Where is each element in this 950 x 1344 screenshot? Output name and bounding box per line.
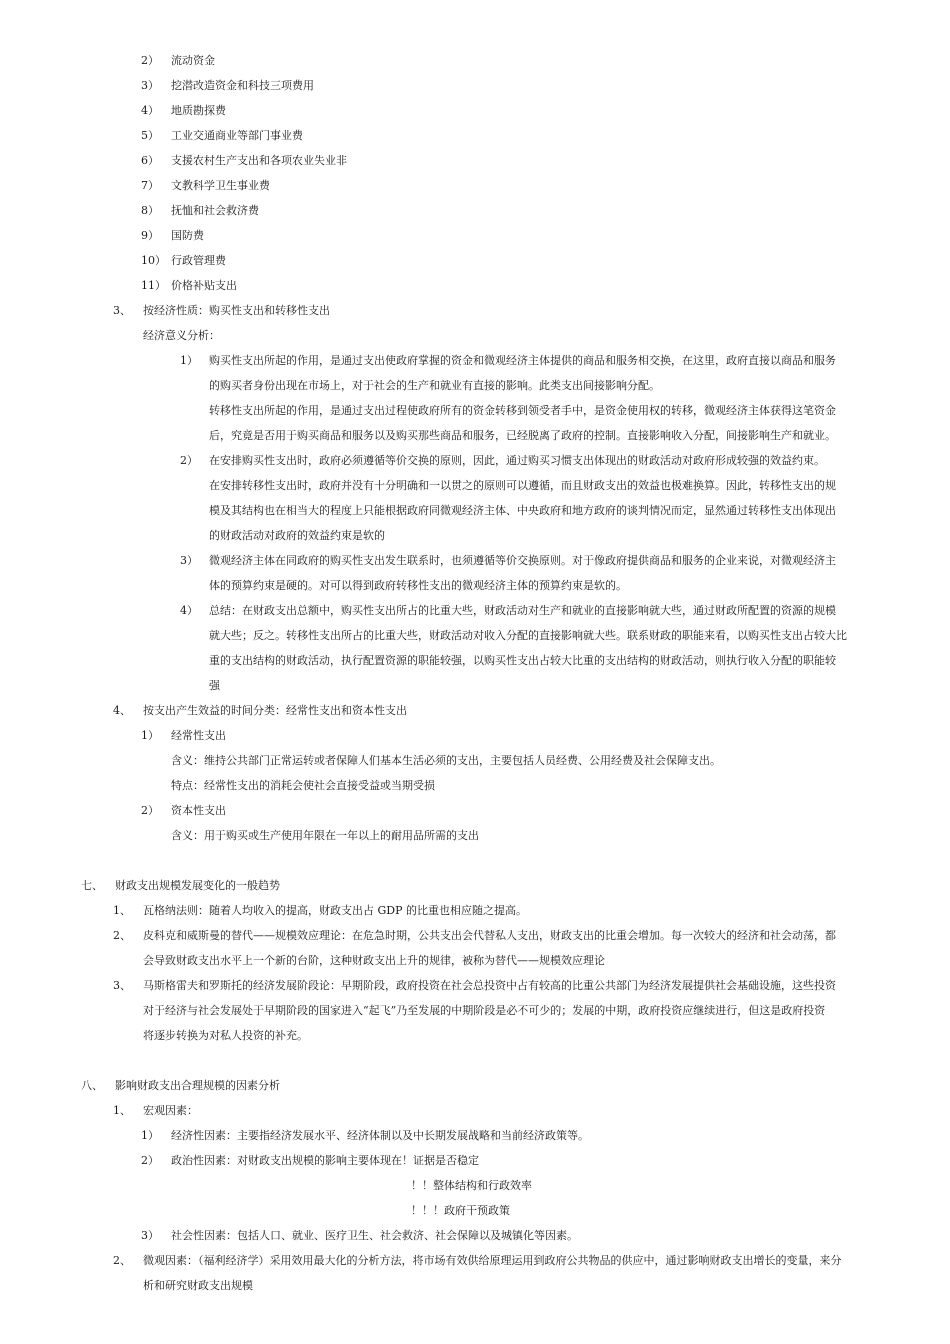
sub-number: 3） — [141, 1229, 159, 1242]
analysis-line: 重的支出结构的财政活动，执行配置资源的职能较强，以购买性支出占较大比重的支出结构的财政活动，则执行收入分配的职能较 — [209, 654, 836, 667]
list-number: 6） — [141, 154, 159, 167]
list-item: 支援农村生产支出和各项农业失业非 — [171, 154, 347, 167]
item-line: 瓦格纳法则：随着人均收入的提高，财政支出占 GDP 的比重也相应随之提高。 — [143, 904, 527, 917]
list-number: 4） — [141, 104, 159, 117]
item-heading: 按经济性质：购买性支出和转移性支出 — [143, 304, 330, 317]
analysis-line: 微观经济主体在同政府的购买性支出发生联系时，也须遵循等价交换原则。对于像政府提供商品和服务的企业来说，对微观经济主 — [209, 554, 836, 567]
sub-heading: 经常性支出 — [171, 729, 226, 742]
item-line: 将逐步转换为对私人投资的补充。 — [143, 1029, 308, 1042]
analysis-label: 经济意义分析： — [143, 329, 220, 342]
section-number: 八、 — [81, 1079, 103, 1092]
feature-text: 特点：经常性支出的消耗会使社会直接受益或当期受损 — [171, 779, 435, 792]
sub-number: 1） — [141, 729, 159, 742]
section-title: 财政支出规模发展变化的一般趋势 — [115, 879, 280, 892]
sub-item: 经济性因素：主要指经济发展水平、经济体制以及中长期发展战略和当前经济政策等。 — [171, 1129, 589, 1142]
analysis-line: 模及其结构也在相当大的程度上只能根据政府同微观经济主体、中央政府和地方政府的谈判情况而定，显然通过转移性支出体现出 — [209, 504, 836, 517]
item-number: 2、 — [113, 1254, 131, 1267]
list-item: 挖潜改造资金和科技三项费用 — [171, 79, 314, 92]
item-number: 3、 — [113, 979, 131, 992]
list-number: 10） — [141, 254, 166, 267]
section-title: 影响财政支出合理规模的因素分析 — [115, 1079, 280, 1092]
item-number: 4、 — [113, 704, 131, 717]
item-number: 1、 — [113, 1104, 131, 1117]
analysis-number: 3） — [180, 554, 198, 567]
analysis-number: 4） — [180, 604, 198, 617]
analysis-line: 就大些；反之。转移性支出所占的比重大些，财政活动对收入分配的直接影响就大些。联系财政的职能来看，以购买性支出占较大比 — [209, 629, 847, 642]
list-number: 5） — [141, 129, 159, 142]
definition-text: 含义：维持公共部门正常运转或者保障人们基本生活必须的支出，主要包括人员经费、公用经费及社会保障支出。 — [171, 754, 721, 767]
definition-text: 含义：用于购买或生产使用年限在一年以上的耐用品所需的支出 — [171, 829, 479, 842]
analysis-line: 的财政活动对政府的效益约束是软的 — [209, 529, 385, 542]
item-line: 马斯格雷夫和罗斯托的经济发展阶段论：早期阶段，政府投资在社会总投资中占有较高的比重公共部门为经济发展提供社会基础设施，这些投资 — [143, 979, 836, 992]
list-item: 国防费 — [171, 229, 204, 242]
list-number: 8） — [141, 204, 159, 217]
analysis-number: 1） — [180, 354, 198, 367]
sub-number: 2） — [141, 1154, 159, 1167]
sub-item: 社会性因素：包括人口、就业、医疗卫生、社会救济、社会保障以及城镇化等因素。 — [171, 1229, 578, 1242]
item-number: 3、 — [113, 304, 131, 317]
sub-number: 1） — [141, 1129, 159, 1142]
list-item: 价格补贴支出 — [171, 279, 237, 292]
list-number: 9） — [141, 229, 159, 242]
item-line: 析和研究财政支出规模 — [143, 1279, 253, 1292]
analysis-line: 强 — [209, 679, 220, 692]
item-number: 2、 — [113, 929, 131, 942]
item-heading: 按支出产生效益的时间分类：经常性支出和资本性支出 — [143, 704, 407, 717]
sub-number: 2） — [141, 804, 159, 817]
section-number: 七、 — [81, 879, 103, 892]
list-number: 3） — [141, 79, 159, 92]
list-item: 流动资金 — [171, 54, 215, 67]
list-number: 7） — [141, 179, 159, 192]
analysis-line: 的购买者身份出现在市场上，对于社会的生产和就业有直接的影响。此类支出间接影响分配。 — [209, 379, 660, 392]
sub-item-continuation: ！！整体结构和行政效率 — [411, 1179, 532, 1192]
sub-item-continuation: ！！！政府干预政策 — [411, 1204, 510, 1217]
item-heading: 宏观因素： — [143, 1104, 198, 1117]
list-item: 抚恤和社会救济费 — [171, 204, 259, 217]
analysis-line: 在安排转移性支出时，政府并没有十分明确和一以贯之的原则可以遵循，而且财政支出的效益也极难换算。因此，转移性支出的规 — [209, 479, 836, 492]
item-line: 会导致财政支出水平上一个新的台阶，这种财政支出上升的规律，被称为替代——规模效应理论 — [143, 954, 605, 967]
list-number: 11） — [141, 279, 166, 292]
sub-heading: 资本性支出 — [171, 804, 226, 817]
item-line: 皮科克和威斯曼的替代——规模效应理论：在危急时期，公共支出会代替私人支出，财政支出的比重会增加。每一次较大的经济和社会动荡，都 — [143, 929, 836, 942]
analysis-line: 购买性支出所起的作用，是通过支出使政府掌握的资金和微观经济主体提供的商品和服务相交换，在这里，政府直接以商品和服务 — [209, 354, 836, 367]
list-number: 2） — [141, 54, 159, 67]
list-item: 地质勘探费 — [171, 104, 226, 117]
analysis-line: 后，究竟是否用于购买商品和服务以及购买那些商品和服务，已经脱离了政府的控制。直接影响收入分配，间接影响生产和就业。 — [209, 429, 836, 442]
list-item: 文教科学卫生事业费 — [171, 179, 270, 192]
analysis-line: 转移性支出所起的作用，是通过支出过程使政府所有的资金转移到领受者手中，是资金使用权的转移，微观经济主体获得这笔资金 — [209, 404, 836, 417]
analysis-line: 在安排购买性支出时，政府必须遵循等价交换的原则，因此，通过购买习惯支出体现出的财政活动对政府形成较强的效益约束。 — [209, 454, 825, 467]
analysis-line: 体的预算约束是硬的。对可以得到政府转移性支出的微观经济主体的预算约束是软的。 — [209, 579, 627, 592]
item-line: 微观因素：（福利经济学）采用效用最大化的分析方法，将市场有效供给原理运用到政府公共物品的供应中，通过影响财政支出增长的变量，来分 — [143, 1254, 842, 1267]
list-item: 工业交通商业等部门事业费 — [171, 129, 303, 142]
analysis-line: 总结：在财政支出总额中，购买性支出所占的比重大些，财政活动对生产和就业的直接影响就大些，通过财政所配置的资源的规模 — [209, 604, 836, 617]
item-number: 1、 — [113, 904, 131, 917]
sub-item: 政治性因素：对财政支出规模的影响主要体现在！证据是否稳定 — [171, 1154, 479, 1167]
list-item: 行政管理费 — [171, 254, 226, 267]
analysis-number: 2） — [180, 454, 198, 467]
item-line: 对于经济与社会发展处于早期阶段的国家进入“起飞”乃至发展的中期阶段是必不可少的；发展的中期，政府投资应继续进行，但这是政府投资 — [143, 1004, 826, 1017]
